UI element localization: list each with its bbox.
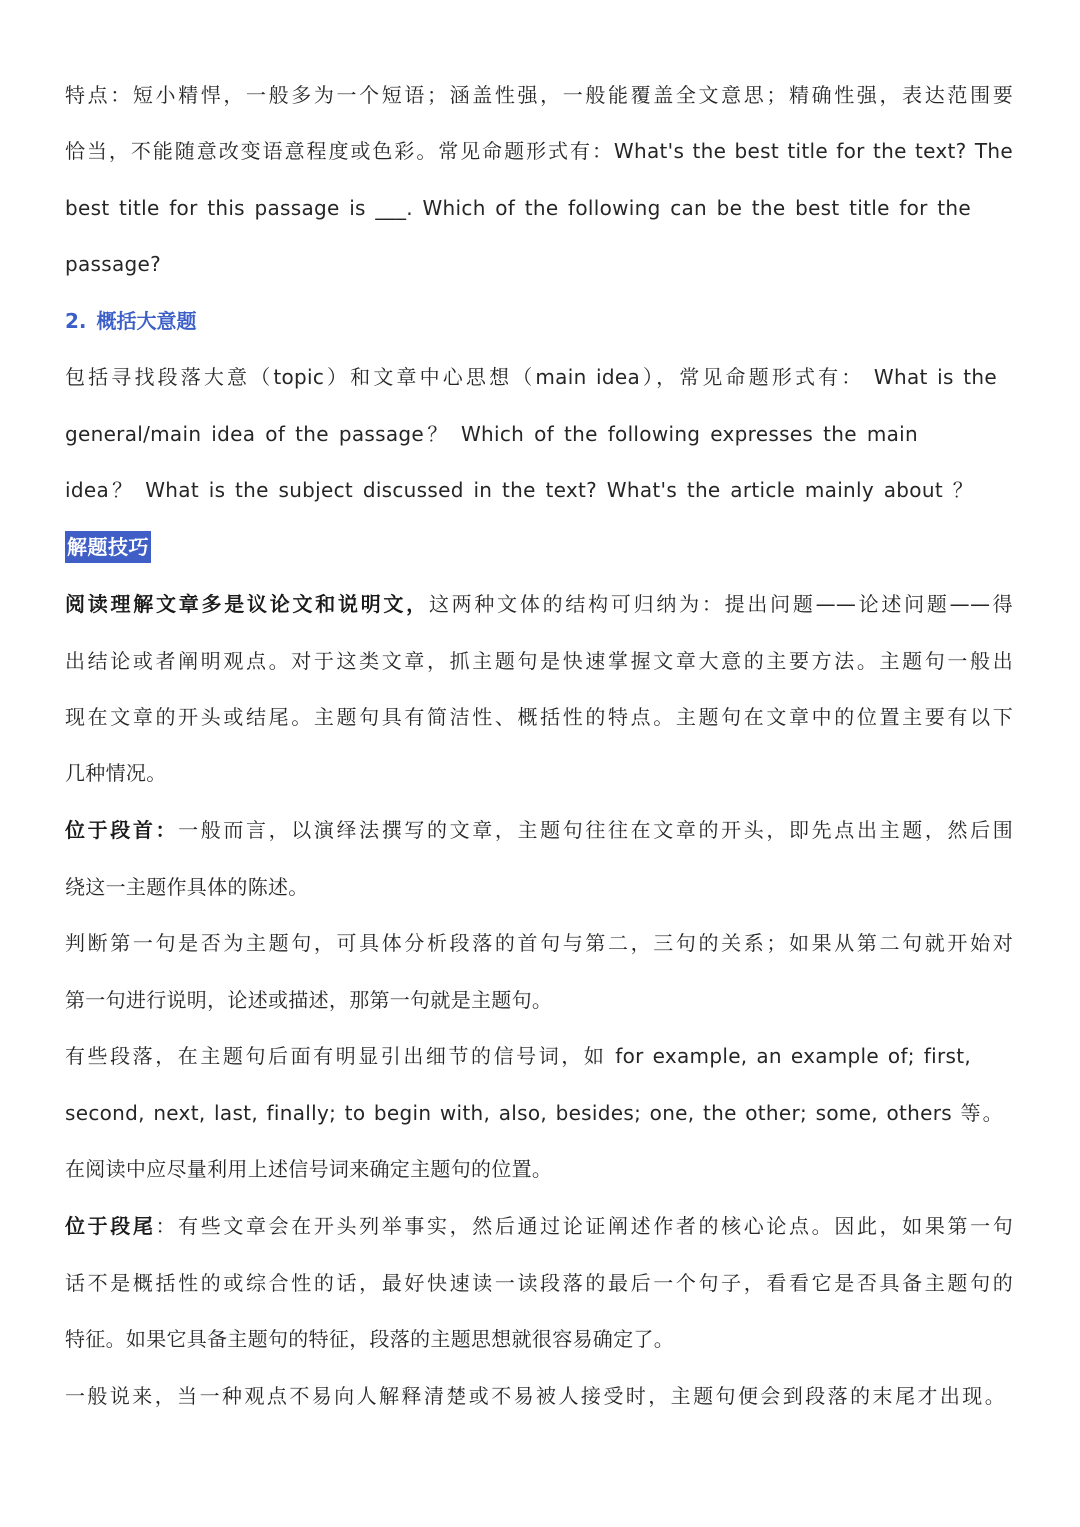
bold-lead: 阅读理解文章多是议论文和说明文， [65, 592, 429, 616]
text-line: 在阅读中应尽量利用上述信号词来确定主题句的位置。 [65, 1157, 553, 1181]
section-heading [65, 306, 197, 336]
text-line: second, next, last, finally; to begin with, also, besides; one, the other; some, others 等。 [65, 1101, 1003, 1125]
tips-tag: 解题技巧 [65, 531, 151, 563]
text-line: 几种情况。 [65, 761, 167, 785]
text-line: 话不是概括性的或综合性的话，最好快速读一读段落的最后一个句子，看看它是否具备主题句的 [65, 1271, 1013, 1295]
text-line: general/main idea of the passage？ Which of the following expresses the main [65, 422, 918, 446]
text-line: 绕这一主题作具体的陈述。 [65, 875, 309, 899]
line-text: 这两种文体的结构可归纳为：提出问题——论述问题——得 [428, 592, 1013, 616]
text-line: idea？ What is the subject discussed in the text? What's the article mainly about ？ [65, 478, 973, 502]
text-line: 特征。如果它具备主题句的特征，段落的主题思想就很容易确定了。 [65, 1327, 674, 1351]
text-line: best title for this passage is ___. Which of the following can be the best title for the [65, 196, 971, 220]
bold-lead: 位于段尾 [65, 1214, 156, 1238]
text-line: 一般说来，当一种观点不易向人解释清楚或不易被人接受时，主题句便会到段落的末尾才出现。 [65, 1384, 1005, 1408]
text-line: passage? [65, 252, 162, 276]
bold-lead: 位于段首： [65, 818, 179, 842]
text-line: 出结论或者阐明观点。对于这类文章，抓主题句是快速掌握文章大意的主要方法。主题句一般出 [65, 649, 1013, 673]
section-number: 2. [65, 309, 87, 333]
text-line: 恰当，不能随意改变语意程度或色彩。常见命题形式有：What's the best title for the text? The [65, 139, 1013, 163]
text-line: 判断第一句是否为主题句，可具体分析段落的首句与第二，三句的关系；如果从第二句就开始对 [65, 931, 1013, 955]
text-line: 第一句进行说明，论述或描述，那第一句就是主题句。 [65, 988, 553, 1012]
text-line [65, 1211, 1013, 1241]
text-line: 有些段落，在主题句后面有明显引出细节的信号词，如 for example, an example of; first, [65, 1044, 971, 1068]
text-line: 特点：短小精悍，一般多为一个短语；涵盖性强，一般能覆盖全文意思；精确性强，表达范围要 [65, 83, 1013, 107]
text-line: 现在文章的开头或结尾。主题句具有简洁性、概括性的特点。主题句在文章中的位置主要有以下 [65, 705, 1013, 729]
text-line: 包括寻找段落大意（topic）和文章中心思想（main idea），常见命题形式有： What is the [65, 365, 997, 389]
text-line [65, 589, 1013, 619]
line-text: ：有些文章会在开头列举事实，然后通过论证阐述作者的核心论点。因此，如果第一句 [155, 1214, 1013, 1238]
text-line [65, 815, 1013, 845]
section-title: 概括大意题 [96, 309, 197, 333]
line-text: 一般而言，以演绎法撰写的文章，主题句往往在文章的开头，即先点出主题，然后围 [178, 818, 1013, 842]
